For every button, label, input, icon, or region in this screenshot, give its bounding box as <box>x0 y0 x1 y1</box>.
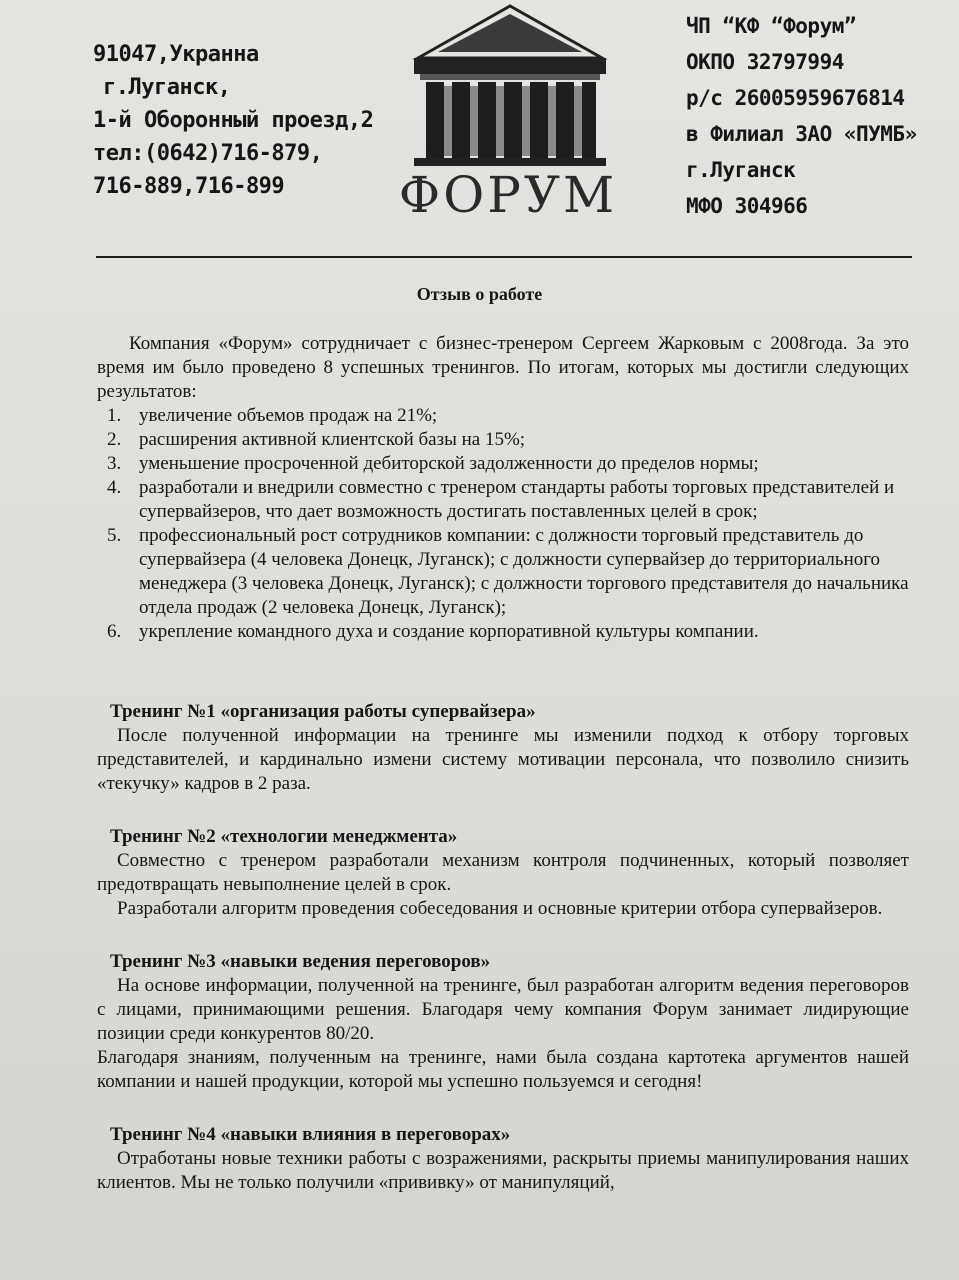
list-number: 1. <box>107 405 122 426</box>
document-body <box>97 332 909 1195</box>
requisites-line: г.Луганск <box>686 158 796 182</box>
address-line: 716-889,716-899 <box>93 174 285 199</box>
list-text: уменьшение просроченной дебиторской задолженности до пределов нормы; <box>139 453 759 474</box>
requisites-line: МФО 304966 <box>686 194 808 218</box>
company-address-block <box>93 38 373 203</box>
company-requisites-block <box>686 8 917 224</box>
results-list <box>97 404 909 644</box>
list-number: 5. <box>107 525 122 546</box>
list-number: 4. <box>107 477 122 498</box>
training-paragraph: Совместно с тренером разработали механизм контроля подчиненных, который позволяет предотвращать невыполнение целей в срок. <box>97 850 909 895</box>
training-title: Тренинг №2 «технологии менеджмента» <box>110 826 458 847</box>
list-number: 3. <box>107 453 122 474</box>
training-paragraph: Разработали алгоритм проведения собеседования и основные критерии отбора супервайзеров. <box>117 898 883 919</box>
list-item <box>97 404 909 428</box>
training-paragraph: Отработаны новые техники работы с возражениями, раскрыты приемы манипулирования наших клиентов. Мы не только получили «прививку» от манипуляций, <box>97 1148 909 1193</box>
list-number: 2. <box>107 429 122 450</box>
requisites-line: ЧП “КФ “Форум” <box>686 14 857 38</box>
address-line: 1-й Оборонный проезд,2 <box>93 108 374 133</box>
training-section <box>97 950 909 1094</box>
list-item <box>97 524 909 620</box>
list-item <box>97 452 909 476</box>
requisites-line: р/с 26005959676814 <box>686 86 905 110</box>
intro-paragraph: Компания «Форум» сотрудничает с бизнес-тренером Сергеем Жарковым с 2008года. За это время им было проведено 8 успешных тренингов. По итогам, которых мы достигли следующих результатов: <box>97 333 909 402</box>
list-text: увеличение объемов продаж на 21%; <box>139 405 438 426</box>
training-section <box>97 1123 909 1195</box>
requisites-line: ОКПО 32797994 <box>686 50 844 74</box>
document-title: Отзыв о работе <box>416 284 543 304</box>
address-line: г.Луганск, <box>103 75 231 100</box>
list-text: профессиональный рост сотрудников компании: с должности торговый представитель до супервайзера (4 человека Донецк, Луганск); с должности супервайзер до территориального менеджера (3 человека Донецк, Луганск); с должности торгового представителя до начальника отдела продаж (2 человека Донецк, Луганск); <box>139 525 909 618</box>
address-line: тел:(0642)716-879, <box>93 141 323 166</box>
training-section <box>97 825 909 921</box>
header-divider <box>96 256 912 258</box>
requisites-line: в Филиал ЗАО «ПУМБ» <box>686 122 917 146</box>
list-text: разработали и внедрили совместно с тренером стандарты работы торговых представителей и супервайзеров, что дает возможность достигать поставленных целей в срок; <box>139 477 895 522</box>
list-text: расширения активной клиентской базы на 15%; <box>139 429 526 450</box>
list-item <box>97 620 909 644</box>
list-item <box>97 428 909 452</box>
logo-wordmark: ФОРУМ <box>398 166 618 224</box>
training-title: Тренинг №3 «навыки ведения переговоров» <box>110 951 491 972</box>
list-item <box>97 476 909 524</box>
training-paragraph: После полученной информации на тренинге мы изменили подход к отбору торговых представителей, и кардинально измени систему мотивации персонала, что позволило снизить «текучку» кадров в 2 раза. <box>97 725 909 794</box>
training-paragraph: Благодаря знаниям, полученным на тренинге, нами была создана картотека аргументов нашей компании и нашей продукции, которой мы успешно пользуемся и сегодня! <box>97 1047 909 1092</box>
training-title: Тренинг №1 «организация работы супервайзера» <box>110 701 536 722</box>
training-title: Тренинг №4 «навыки влияния в переговорах» <box>110 1124 511 1145</box>
training-paragraph: На основе информации, полученной на тренинге, был разработан алгоритм ведения переговоров с лицами, принимающими решения. Благодаря чему компания Форум занимает лидирующие позиции среди конкурентов 80/20. <box>97 975 909 1044</box>
training-section <box>97 700 909 796</box>
list-text: укрепление командного духа и создание корпоративной культуры компании. <box>139 621 759 642</box>
list-number: 6. <box>107 621 122 642</box>
address-line: 91047,Укранна <box>93 42 259 67</box>
